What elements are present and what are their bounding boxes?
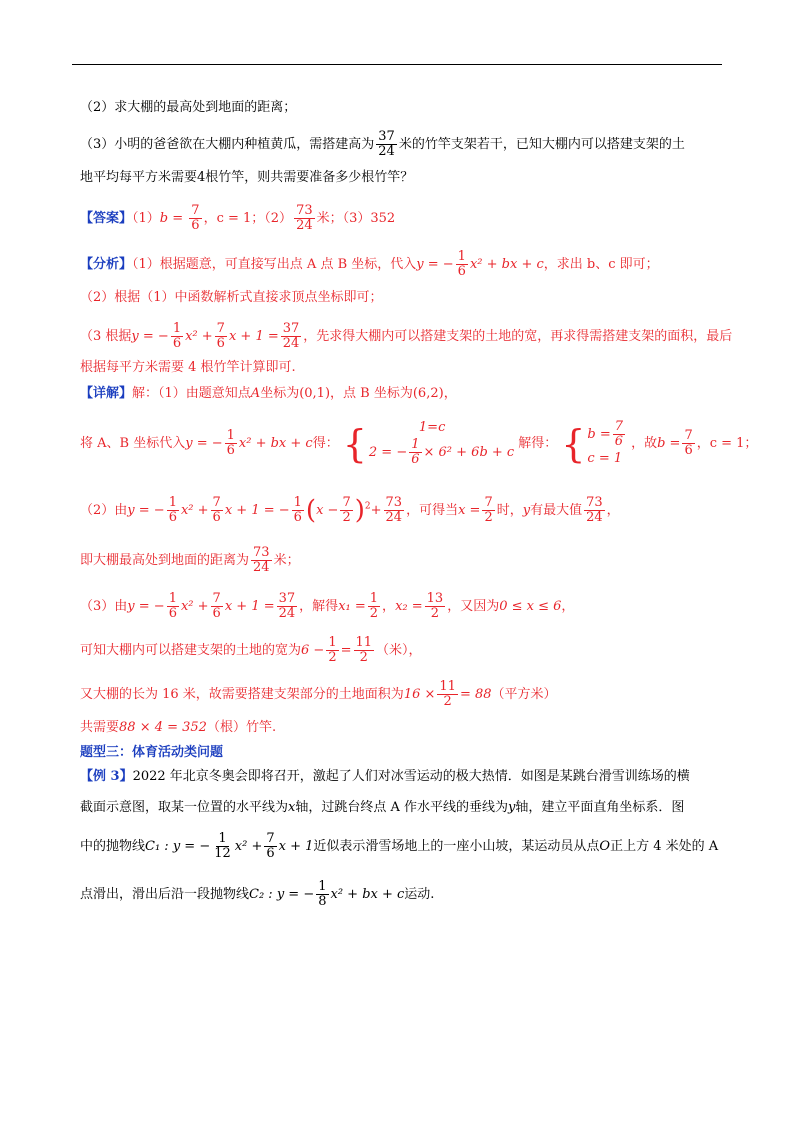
equation-system-1: { 1=c 2 = − $\frac{1}{6}$ × 6² + 6b + c (342, 420, 515, 467)
height-fraction: $\frac{37}{24}$ (378, 129, 395, 159)
equation-system-2: { b = $\frac{7}{6}$ c = 1 (561, 419, 624, 466)
example-tag: 【例 3】 (80, 769, 133, 784)
analysis-line-2: （2）根据（1）中函数解析式直接求顶点坐标即可； (80, 290, 383, 305)
detail-line-1: 【详解】解：（1）由题意知点A坐标为(0,1)，点 B 坐标为(6,2)， (80, 386, 457, 401)
header-rule (72, 64, 722, 65)
detail-line-2: 将 A、B 坐标代入y = − $\frac{1}{6}$ x² + bx + c得： { 1=c 2 = − $\frac{1}{6}$ × 6² + 6b + c 解得： { b = $\frac{7}{6}$ c = 1 ，故b = $\frac{7}{6}$ ，c = 1； (80, 419, 758, 467)
detail-line-8: 共需要88 × 4 = 352（根）竹竿. (80, 720, 277, 735)
detail-line-7: 又大棚的长为 16 米，故需要搭建支架部分的土地面积为16 × $\frac{11}{2}$ = 88（平方米） (80, 679, 557, 709)
answer-line: 【答案】（1）b = $\frac{7}{6}$ ，c = 1；（2） $\frac{73}{24}$ 米；（3）352 (80, 203, 396, 233)
example-line-2: 截面示意图，取某一位置的水平线为x轴，过跳台终点 A 作水平线的垂线为y轴，建立平面直角坐标系．图 (80, 800, 685, 815)
analysis-line-3: （3 根据y = − $\frac{1}{6}$ x² + $\frac{7}{6}$ x + 1 = $\frac{37}{24}$ ，先求得大棚内可以搭建支架的土地的宽，再求得需搭建支架的面积，最后 (80, 321, 733, 351)
example-line-4: 点滑出，滑出后沿一段抛物线C₂ : y = − $\frac{1}{8}$ x² + bx + c运动. (80, 879, 435, 909)
analysis-tag: 【分析】 (80, 257, 133, 272)
answer-tag: 【答案】 (80, 211, 133, 226)
example-line-1: 【例 3】2022 年北京冬奥会即将召开，激起了人们对冰雪运动的极大热情．如图是某跳台滑雪训练场的横 (80, 769, 690, 784)
question-3-line-2: 地平均每平方米需要4根竹竿，则共需要准备多少根竹竿？ (80, 170, 414, 185)
detail-tag: 【详解】 (80, 386, 133, 401)
detail-line-4: 即大棚最高处到地面的距离为 $\frac{73}{24}$ 米； (80, 545, 300, 575)
question-3-line-1: （3）小明的爸爸欲在大棚内种植黄瓜，需搭建高为 $\frac{37}{24}$ 米的竹竿支架若干，已知大棚内可以搭建支架的土 (80, 129, 685, 159)
question-2: （2）求大棚的最高处到地面的距离； (80, 100, 297, 115)
example-line-3: 中的抛物线C₁ : y = − $\frac{1}{12}$ x² + $\frac{7}{6}$ x + 1近似表示滑雪场地上的一座小山坡，某运动员从点O正上方 4 米处的 A (80, 831, 719, 861)
analysis-line-1: 【分析】（1）根据题意，可直接写出点 A 点 B 坐标，代入y = − $\frac{1}{6}$ x² + bx + c，求出 b、c 即可； (80, 249, 659, 279)
detail-line-5: （3）由y = − $\frac{1}{6}$ x² + $\frac{7}{6}$ x + 1 = $\frac{37}{24}$ ，解得x₁ = $\frac{1}{2}$ ，x₂ = $\frac{13}{2}$ ，又因为0 ≤ x ≤ 6， (80, 591, 575, 621)
detail-line-3: （2）由y = − $\frac{1}{6}$ x² + $\frac{7}{6}$ x + 1 = − $\frac{1}{6}$ (x − $\frac{7}{2}$ )$^2$+ $\frac{73}{24}$ ，可得当x = $\frac{7}{2}$ 时，y有最大值 $\frac{73}{24}$ ， (80, 495, 620, 526)
detail-line-6: 可知大棚内可以搭建支架的土地的宽为6 − $\frac{1}{2}$ = $\frac{11}{2}$ （米）， (80, 635, 422, 665)
section-heading: 题型三：体育活动类问题 (80, 745, 224, 760)
analysis-line-4: 根据每平方米需要 4 根竹竿计算即可. (80, 360, 296, 375)
